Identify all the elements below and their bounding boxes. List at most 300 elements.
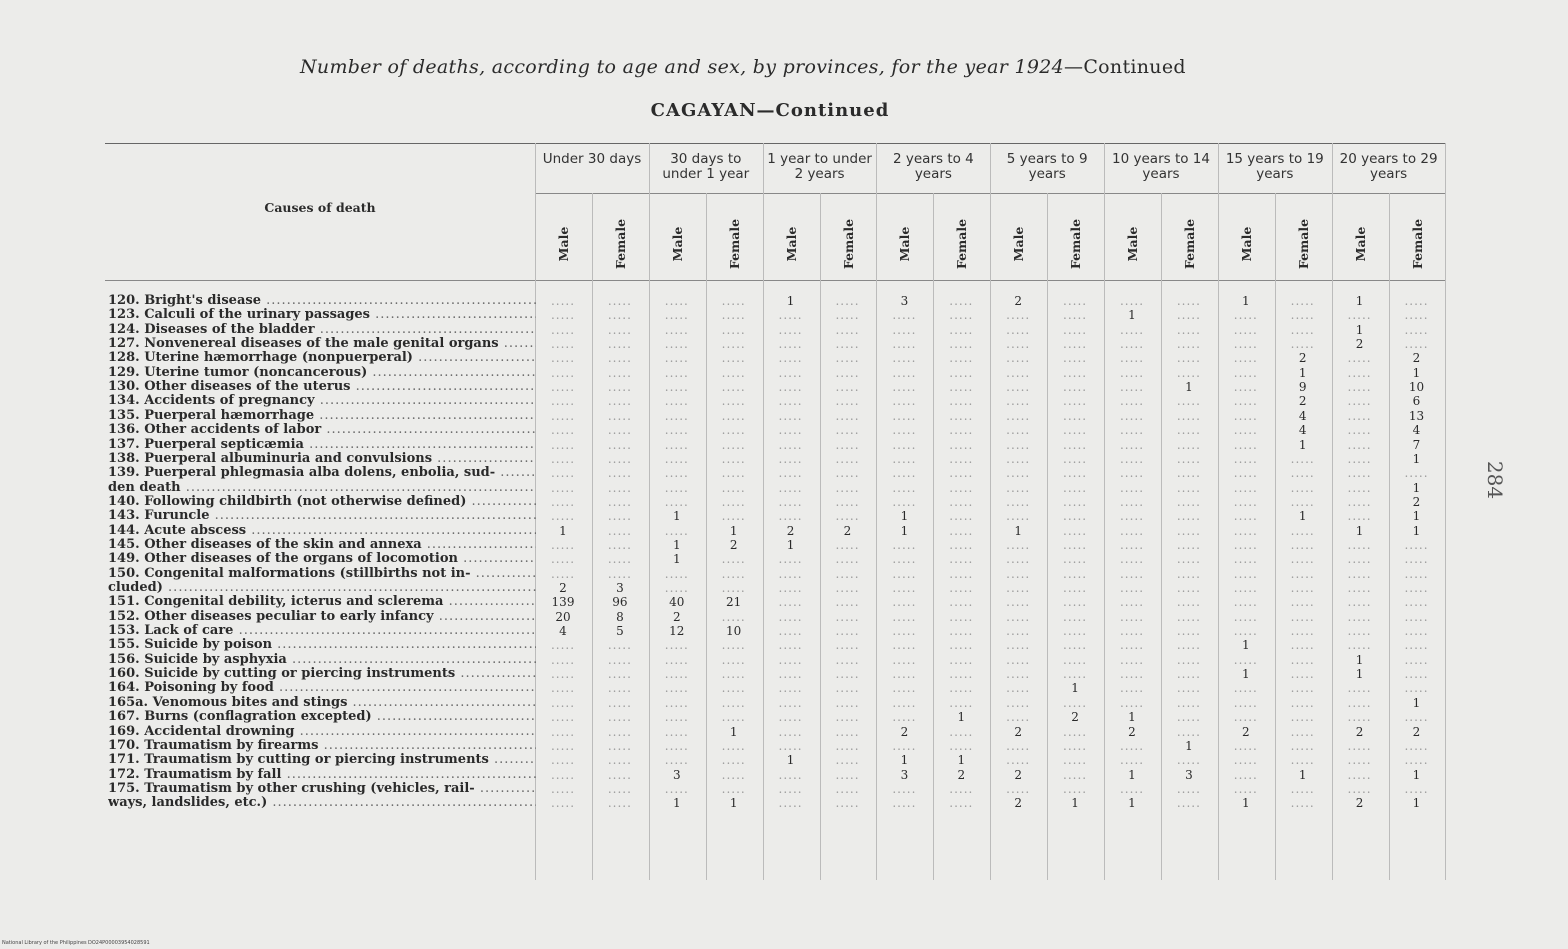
count-cell: ..... xyxy=(1119,365,1145,380)
count-cell: ..... xyxy=(778,796,803,811)
footer-library: National Library of the Philippines xyxy=(2,940,87,946)
count-cell: ..... xyxy=(607,451,632,466)
count-cell: 1 xyxy=(1071,796,1079,811)
count-cell: ..... xyxy=(1290,753,1315,768)
count-cell: ..... xyxy=(892,351,917,366)
count-cell: ..... xyxy=(1176,351,1201,366)
count-cell: ..... xyxy=(1233,624,1258,639)
count-cell: ..... xyxy=(1063,509,1088,524)
count-cell: 139 xyxy=(551,595,575,610)
count-cell: ..... xyxy=(1063,308,1088,323)
cause-of-death: cluded) ..... xyxy=(108,581,536,595)
count-cell: ..... xyxy=(1063,351,1088,366)
count-cell: ..... xyxy=(1176,710,1201,725)
count-cell: ..... xyxy=(550,394,576,409)
age-group-header: 2 years to 4 years xyxy=(893,151,974,182)
count-cell: ..... xyxy=(892,781,917,796)
count-cell: ..... xyxy=(550,380,576,395)
count-cell: ..... xyxy=(892,695,917,710)
cause-of-death: 123. Calculi of the urinary passages ..... xyxy=(108,308,536,322)
count-cell: ..... xyxy=(1290,566,1315,581)
count-cell: 1 xyxy=(1241,294,1250,308)
count-cell: ..... xyxy=(1119,337,1145,352)
count-cell: ..... xyxy=(949,624,974,639)
count-cell: ..... xyxy=(1176,509,1201,524)
count-cell: ..... xyxy=(892,710,917,725)
count-cell: ..... xyxy=(1176,781,1201,796)
count-cell: ..... xyxy=(550,552,576,567)
count-cell: ..... xyxy=(664,652,689,667)
count-cell: ..... xyxy=(1119,351,1145,366)
count-cell: ..... xyxy=(1347,566,1372,581)
count-cell: ..... xyxy=(892,638,917,653)
count-cell: ..... xyxy=(892,738,917,753)
count-cell: ..... xyxy=(949,695,974,710)
count-cell: ..... xyxy=(721,509,746,524)
count-cell: ..... xyxy=(892,667,917,682)
cause-of-death: 152. Other diseases peculiar to early infancy ..... xyxy=(108,610,536,624)
count-cell: ..... xyxy=(892,566,917,581)
count-cell: ..... xyxy=(1404,595,1429,610)
count-cell: ..... xyxy=(1233,380,1258,395)
count-cell: ..... xyxy=(664,451,689,466)
count-cell: ..... xyxy=(607,767,632,782)
count-cell: ..... xyxy=(1119,667,1145,682)
count-cell: 2 xyxy=(1298,394,1307,409)
count-cell: ..... xyxy=(1006,552,1031,567)
count-cell: 4 xyxy=(1298,408,1307,423)
count-cell: ..... xyxy=(835,609,860,624)
count-cell: 9 xyxy=(1298,380,1307,395)
count-cell: ..... xyxy=(1176,494,1201,509)
count-cell: ..... xyxy=(550,480,576,495)
count-cell: ..... xyxy=(892,408,917,423)
count-cell: 3 xyxy=(900,294,909,308)
count-cell: ..... xyxy=(664,394,689,409)
count-cell: ..... xyxy=(892,437,917,452)
female-column-header: Female xyxy=(840,218,855,270)
count-cell: ..... xyxy=(721,466,746,481)
count-cell: ..... xyxy=(1233,767,1258,782)
count-cell: ..... xyxy=(949,552,974,567)
count-cell: ..... xyxy=(1063,781,1088,796)
table-row xyxy=(108,538,1448,552)
count-cell: ..... xyxy=(1119,681,1145,696)
count-cell: ..... xyxy=(949,394,974,409)
count-cell: ..... xyxy=(1176,753,1201,768)
count-cell: ..... xyxy=(1290,523,1315,538)
count-cell: ..... xyxy=(778,451,803,466)
page-title-tail: —Continued xyxy=(1064,56,1186,78)
age-group-header: Under 30 days xyxy=(542,151,642,167)
cause-of-death: 129. Uterine tumor (noncancerous) ..... xyxy=(108,366,536,380)
count-cell: ..... xyxy=(1176,624,1201,639)
count-cell: ..... xyxy=(1404,781,1429,796)
count-cell: 1 xyxy=(672,796,681,811)
count-cell: ..... xyxy=(892,552,917,567)
count-cell: ..... xyxy=(778,767,803,782)
count-cell: ..... xyxy=(1176,308,1201,323)
count-cell: ..... xyxy=(778,609,803,624)
count-cell: ..... xyxy=(835,710,860,725)
count-cell: ..... xyxy=(550,294,576,308)
cause-of-death: 167. Burns (conflagration excepted) ..... xyxy=(108,710,536,724)
count-cell: ..... xyxy=(835,380,860,395)
count-cell: ..... xyxy=(1290,480,1315,495)
count-cell: ..... xyxy=(778,380,803,395)
count-cell: ..... xyxy=(1006,753,1031,768)
count-cell: ..... xyxy=(550,308,576,323)
count-cell: ..... xyxy=(835,552,860,567)
table-row xyxy=(108,696,1448,710)
count-cell: ..... xyxy=(949,351,974,366)
count-cell: 1 xyxy=(900,523,909,538)
count-cell: ..... xyxy=(778,423,803,438)
count-cell: ..... xyxy=(721,408,746,423)
count-cell: ..... xyxy=(1063,294,1088,308)
count-cell: ..... xyxy=(1347,537,1372,552)
count-cell: ..... xyxy=(550,351,576,366)
count-cell: ..... xyxy=(949,423,974,438)
count-cell: ..... xyxy=(607,408,632,423)
count-cell: ..... xyxy=(664,738,689,753)
count-cell: ..... xyxy=(1176,337,1201,352)
table-row xyxy=(108,323,1448,337)
count-cell: ..... xyxy=(1063,451,1088,466)
count-cell: ..... xyxy=(607,423,632,438)
table-row xyxy=(108,681,1448,695)
count-cell: 1 xyxy=(1412,509,1421,524)
count-cell: ..... xyxy=(1347,624,1372,639)
count-cell: ..... xyxy=(1006,710,1031,725)
count-cell: 1 xyxy=(1298,509,1307,524)
count-cell: ..... xyxy=(1119,638,1145,653)
count-cell: ..... xyxy=(1347,738,1372,753)
count-cell: ..... xyxy=(835,322,860,337)
count-cell: ..... xyxy=(1233,652,1258,667)
count-cell: ..... xyxy=(1006,738,1031,753)
count-cell: ..... xyxy=(1176,394,1201,409)
count-cell: ..... xyxy=(778,738,803,753)
header-rule-bottom xyxy=(105,280,1445,281)
count-cell: 2 xyxy=(843,523,852,538)
count-cell: ..... xyxy=(1119,466,1145,481)
count-cell: ..... xyxy=(1233,322,1258,337)
count-cell: ..... xyxy=(1404,667,1429,682)
count-cell: ..... xyxy=(721,753,746,768)
cause-of-death: 160. Suicide by cutting or piercing instruments ..... xyxy=(108,667,536,681)
count-cell: ..... xyxy=(1347,451,1372,466)
count-cell: ..... xyxy=(778,552,803,567)
table-row xyxy=(108,624,1448,638)
count-cell: ..... xyxy=(664,695,689,710)
table-row xyxy=(108,638,1448,652)
count-cell: ..... xyxy=(607,552,632,567)
count-cell: ..... xyxy=(1176,724,1201,739)
count-cell: ..... xyxy=(835,738,860,753)
count-cell: ..... xyxy=(607,480,632,495)
count-cell: ..... xyxy=(1176,365,1201,380)
count-cell: 1 xyxy=(1241,796,1250,811)
count-cell: ..... xyxy=(664,523,689,538)
count-cell: ..... xyxy=(778,437,803,452)
count-cell: ..... xyxy=(1233,466,1258,481)
count-cell: ..... xyxy=(721,552,746,567)
count-cell: ..... xyxy=(778,710,803,725)
count-cell: ..... xyxy=(607,523,632,538)
count-cell: ..... xyxy=(1233,552,1258,567)
count-cell: 4 xyxy=(1298,423,1307,438)
count-cell: ..... xyxy=(892,480,917,495)
table-row xyxy=(108,739,1448,753)
count-cell: ..... xyxy=(1176,451,1201,466)
count-cell: ..... xyxy=(664,294,689,308)
count-cell: ..... xyxy=(1347,710,1372,725)
count-cell: ..... xyxy=(550,322,576,337)
count-cell: ..... xyxy=(1063,595,1088,610)
count-cell: 2 xyxy=(1298,351,1307,366)
count-cell: ..... xyxy=(664,681,689,696)
count-cell: ..... xyxy=(1006,423,1031,438)
count-cell: ..... xyxy=(664,667,689,682)
count-cell: ..... xyxy=(835,423,860,438)
count-cell: ..... xyxy=(778,394,803,409)
count-cell: ..... xyxy=(607,796,632,811)
count-cell: ..... xyxy=(721,451,746,466)
count-cell: ..... xyxy=(1006,408,1031,423)
count-cell: ..... xyxy=(1006,494,1031,509)
count-cell: 2 xyxy=(957,767,966,782)
count-cell: ..... xyxy=(1063,480,1088,495)
count-cell: ..... xyxy=(835,437,860,452)
cause-of-death: ways, landslides, etc.) ..... xyxy=(108,796,536,810)
count-cell: ..... xyxy=(1119,380,1145,395)
age-group-header: 15 years to 19 years xyxy=(1225,151,1324,182)
count-cell: ..... xyxy=(1119,423,1145,438)
count-cell: ..... xyxy=(1347,423,1372,438)
count-cell: 7 xyxy=(1412,437,1421,452)
count-cell: ..... xyxy=(1233,337,1258,352)
count-cell: ..... xyxy=(550,437,576,452)
count-cell: ..... xyxy=(949,437,974,452)
count-cell: ..... xyxy=(721,294,746,308)
table-row xyxy=(108,667,1448,681)
count-cell: ..... xyxy=(835,394,860,409)
count-cell: ..... xyxy=(1006,581,1031,595)
count-cell: ..... xyxy=(1233,480,1258,495)
count-cell: ..... xyxy=(1063,609,1088,624)
count-cell: ..... xyxy=(550,423,576,438)
header-rule-top xyxy=(105,143,1445,144)
count-cell: ..... xyxy=(721,652,746,667)
count-cell: ..... xyxy=(721,322,746,337)
count-cell: ..... xyxy=(607,710,632,725)
cause-of-death: 164. Poisoning by food ..... xyxy=(108,681,536,695)
count-cell: ..... xyxy=(949,509,974,524)
count-cell: ..... xyxy=(1119,451,1145,466)
count-cell: 2 xyxy=(1014,767,1022,782)
count-cell: 1 xyxy=(786,294,795,308)
count-cell: 96 xyxy=(612,595,628,610)
count-cell: 4 xyxy=(559,624,567,639)
count-cell: ..... xyxy=(721,394,746,409)
count-cell: 1 xyxy=(957,753,966,768)
count-cell: ..... xyxy=(1404,566,1429,581)
table-row xyxy=(108,438,1448,452)
male-column-header: Male xyxy=(669,226,685,262)
count-cell: ..... xyxy=(1233,308,1258,323)
table-row xyxy=(108,452,1448,466)
count-cell: ..... xyxy=(1063,724,1088,739)
count-cell: ..... xyxy=(1006,609,1031,624)
count-cell: ..... xyxy=(835,494,860,509)
count-cell: ..... xyxy=(835,466,860,481)
cause-of-death: 137. Puerperal septicæmia ..... xyxy=(108,438,536,452)
count-cell: ..... xyxy=(721,566,746,581)
count-cell: ..... xyxy=(1290,537,1315,552)
count-cell: ..... xyxy=(1119,566,1145,581)
count-cell: ..... xyxy=(1233,781,1258,796)
cause-of-death: 124. Diseases of the bladder ..... xyxy=(108,323,536,337)
count-cell: ..... xyxy=(550,796,576,811)
count-cell: ..... xyxy=(607,308,632,323)
count-cell: ..... xyxy=(1176,408,1201,423)
count-cell: ..... xyxy=(607,437,632,452)
count-cell: ..... xyxy=(1233,695,1258,710)
female-column-header: Female xyxy=(1181,218,1197,270)
count-cell: ..... xyxy=(1290,710,1315,725)
count-cell: ..... xyxy=(1176,294,1201,308)
count-cell: 1 xyxy=(786,537,795,552)
count-cell: ..... xyxy=(835,767,860,782)
table-row xyxy=(108,782,1448,796)
count-cell: ..... xyxy=(1176,695,1201,710)
count-cell: ..... xyxy=(949,294,974,308)
count-cell: ..... xyxy=(550,566,576,581)
count-cell: 1 xyxy=(1412,796,1421,811)
count-cell: ..... xyxy=(664,480,689,495)
count-cell: 1 xyxy=(900,753,909,768)
cause-of-death: 172. Traumatism by fall ..... xyxy=(108,768,536,782)
count-cell: ..... xyxy=(778,308,803,323)
count-cell: ..... xyxy=(1176,667,1201,682)
count-cell: ..... xyxy=(550,337,576,352)
count-cell: ..... xyxy=(835,595,860,610)
count-cell: ..... xyxy=(721,681,746,696)
count-cell: ..... xyxy=(1176,796,1201,811)
count-cell: ..... xyxy=(607,322,632,337)
count-cell: ..... xyxy=(949,638,974,653)
count-cell: ..... xyxy=(835,695,860,710)
count-cell: ..... xyxy=(1006,638,1031,653)
count-cell: ..... xyxy=(949,595,974,610)
count-cell: ..... xyxy=(1290,738,1315,753)
age-group-header: 1 year to under 2 years xyxy=(767,151,872,182)
count-cell: ..... xyxy=(664,466,689,481)
cause-of-death: 165a. Venomous bites and stings ..... xyxy=(108,696,536,710)
count-cell: ..... xyxy=(1006,351,1031,366)
count-cell: 1 xyxy=(1355,523,1364,538)
count-cell: ..... xyxy=(1006,667,1031,682)
cause-of-death: 175. Traumatism by other crushing (vehicles, rail- ..... xyxy=(108,782,536,796)
count-cell: 3 xyxy=(616,581,624,595)
count-cell: ..... xyxy=(607,337,632,352)
count-cell: ..... xyxy=(949,566,974,581)
table-row xyxy=(108,509,1448,523)
count-cell: 1 xyxy=(900,509,909,524)
count-cell: 3 xyxy=(1185,767,1193,782)
count-cell: ..... xyxy=(1006,308,1031,323)
count-cell: ..... xyxy=(1347,638,1372,653)
table-row xyxy=(108,366,1448,380)
count-cell: ..... xyxy=(1006,652,1031,667)
count-cell: 1 xyxy=(559,523,567,538)
count-cell: 1 xyxy=(672,537,681,552)
count-cell: ..... xyxy=(778,351,803,366)
count-cell: ..... xyxy=(1347,480,1372,495)
count-cell: ..... xyxy=(1006,451,1031,466)
count-cell: ..... xyxy=(1063,380,1088,395)
count-cell: ..... xyxy=(1176,466,1201,481)
count-cell: ..... xyxy=(1176,480,1201,495)
count-cell: 1 xyxy=(1412,695,1421,710)
table-row xyxy=(108,610,1448,624)
count-cell: 2 xyxy=(729,537,738,552)
count-cell: 1 xyxy=(1241,667,1250,682)
count-cell: 1 xyxy=(1412,365,1421,380)
count-cell: ..... xyxy=(1119,781,1145,796)
female-column-header: Female xyxy=(1067,218,1083,270)
count-cell: ..... xyxy=(1233,681,1258,696)
count-cell: ..... xyxy=(1290,609,1315,624)
count-cell: ..... xyxy=(1006,322,1031,337)
count-cell: 1 xyxy=(1185,380,1193,395)
count-cell: 1 xyxy=(1412,523,1421,538)
count-cell: ..... xyxy=(1119,437,1145,452)
count-cell: ..... xyxy=(1063,466,1088,481)
cause-of-death: 156. Suicide by asphyxia ..... xyxy=(108,653,536,667)
count-cell: ..... xyxy=(778,638,803,653)
count-cell: ..... xyxy=(1404,294,1429,308)
count-cell: ..... xyxy=(1233,365,1258,380)
count-cell: ..... xyxy=(1006,681,1031,696)
count-cell: ..... xyxy=(1404,552,1429,567)
count-cell: ..... xyxy=(1404,322,1429,337)
count-cell: ..... xyxy=(835,509,860,524)
female-column-header: Female xyxy=(1295,218,1311,270)
table-row xyxy=(108,796,1448,810)
count-cell: ..... xyxy=(1176,581,1201,595)
count-cell: ..... xyxy=(550,638,576,653)
count-cell: ..... xyxy=(1347,509,1372,524)
count-cell: ..... xyxy=(550,408,576,423)
cause-of-death: 151. Congenital debility, icterus and sclerema ..... xyxy=(108,595,536,609)
count-cell: ..... xyxy=(1290,337,1315,352)
count-cell: ..... xyxy=(949,796,974,811)
count-cell: 13 xyxy=(1408,408,1425,423)
count-cell: ..... xyxy=(949,537,974,552)
count-cell: 2 xyxy=(1014,294,1022,308)
table-row xyxy=(108,351,1448,365)
count-cell: ..... xyxy=(1347,767,1372,782)
count-cell: ..... xyxy=(664,337,689,352)
count-cell: ..... xyxy=(1063,738,1088,753)
count-cell: ..... xyxy=(1290,595,1315,610)
count-cell: ..... xyxy=(721,695,746,710)
count-cell: 2 xyxy=(1412,494,1421,509)
count-cell: ..... xyxy=(607,738,632,753)
count-cell: ..... xyxy=(1006,624,1031,639)
